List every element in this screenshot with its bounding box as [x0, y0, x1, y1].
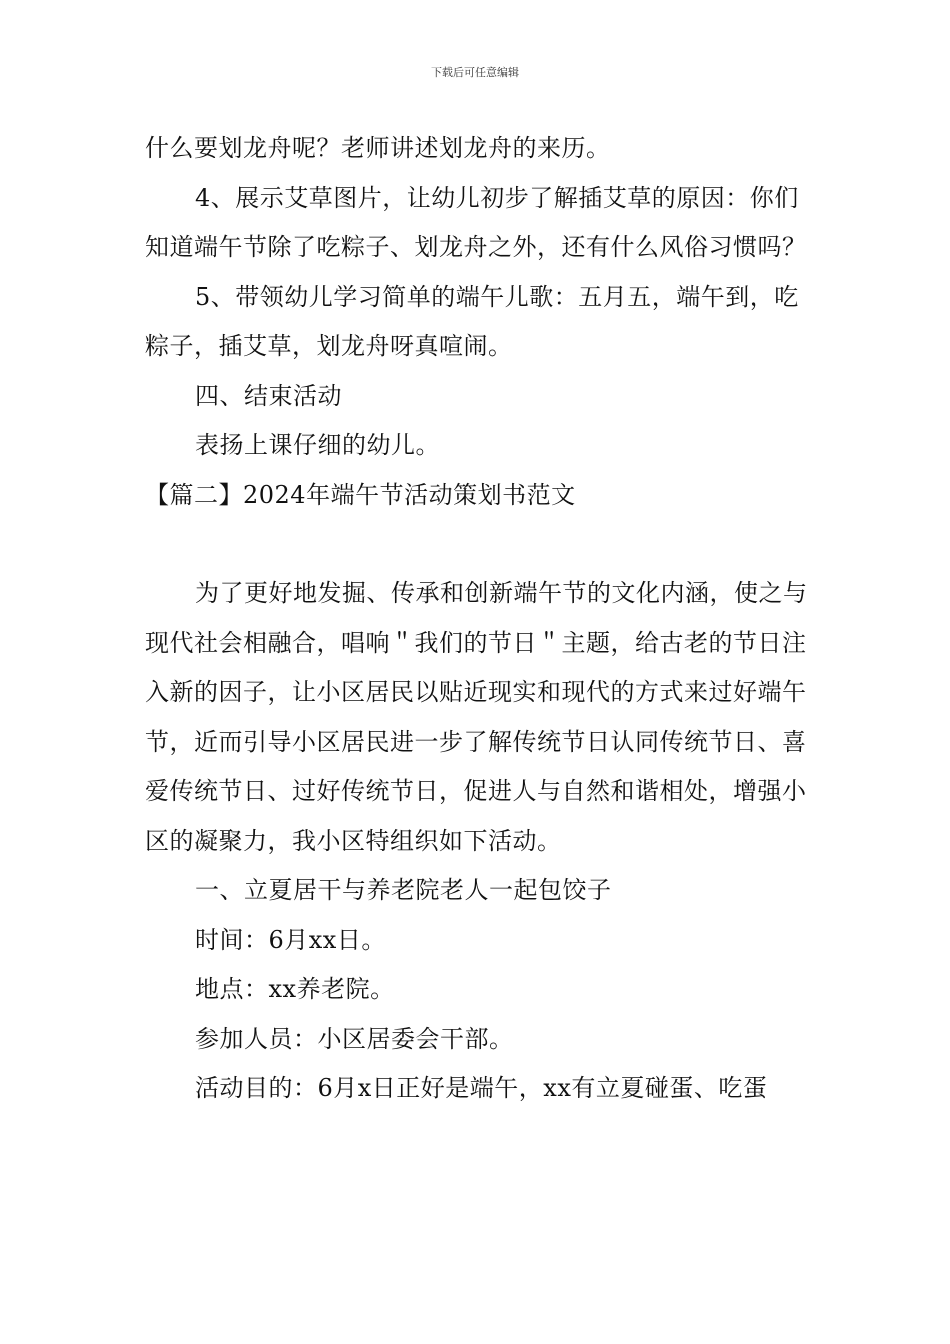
- activity-time: 时间：6月xx日。: [195, 925, 386, 954]
- document-body: [145, 124, 810, 1114]
- page-header-note: 下载后可任意编辑: [431, 66, 519, 79]
- article-title: 【篇二】2024年端午节活动策划书范文: [145, 480, 576, 509]
- paragraph-praise: 表扬上课仔细的幼儿。: [195, 431, 440, 459]
- paragraph-step-5: 5、带领幼儿学习简单的端午儿歌：五月五，端午到，吃粽子，插艾草，划龙舟呀真喧闹。: [145, 282, 799, 360]
- paragraph-intro: 为了更好地发掘、传承和创新端午节的文化内涵，使之与现代社会相融合，唱响＂我们的节日＂主题，给古老的节日注入新的因子，让小区居民以贴近现实和现代的方式来过好端午节，近而引导小区居民进一步了解传统节日认同传统节日、喜爱传统节日、过好传统节日，促进人与自然和谐相处，增强小区的凝聚力，我小区特组织如下活动。: [145, 579, 808, 855]
- paragraph-continuation: 什么要划龙舟呢？老师讲述划龙舟的来历。: [145, 134, 611, 162]
- blank-line: [145, 520, 810, 569]
- section-heading-end-activity: 四、结束活动: [195, 381, 342, 410]
- section-heading-activity-1: 一、立夏居干与养老院老人一起包饺子: [195, 876, 612, 904]
- paragraph-step-4: 4、展示艾草图片，让幼儿初步了解插艾草的原因：你们知道端午节除了吃粽子、划龙舟之外，还有什么风俗习惯吗？: [145, 183, 807, 261]
- activity-location: 地点：xx养老院。: [195, 975, 395, 1003]
- activity-participants: 参加人员：小区居委会干部。: [195, 1024, 514, 1053]
- activity-purpose: 活动目的：6月x日正好是端午，xx有立夏碰蛋、吃蛋: [195, 1074, 768, 1102]
